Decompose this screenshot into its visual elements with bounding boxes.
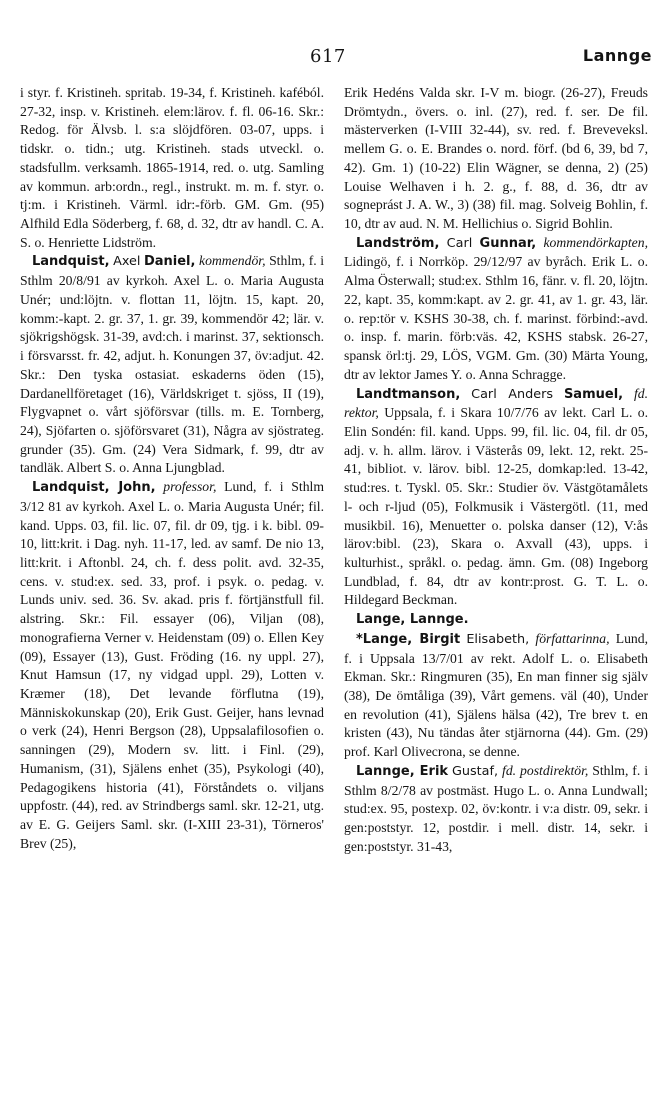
entry-given-name-bold: Gunnar, xyxy=(479,235,537,251)
page-number: 617 xyxy=(310,46,346,67)
entry-landquist-john xyxy=(20,478,324,853)
entry-given-name-bold: Samuel, xyxy=(563,386,624,402)
entry-body: Sthlm, f. i Sthlm 20/8/91 av kyrkoh. Axel L. o. Maria Augusta Unér; und:löjtn. v. flottan 11, löjtn. 15, kapt. 20, komm:-kapt. 2. gr. 37, 1. gr. 39, kommendör 42; lär. v. sjökrigshögsk. 31-39, avd:ch. i marinst. 37, sektionsch. i försvarsst. fr. 42, adjut. h. Konungen 37, öv:adjut. 42. Skr.: Den tyska ostasiat. eskaderns öden (15), Dardanellföretaget (16), Världskriget t. sjöss, II (19), Flygvapnet o. vårt sjöförsvar (tills. m. E. Tornberg, 24), Sjöfarten o. sjöförsvaret (31), Några av sjöstrateg. grunder (35). Gm. (24) Vera Sidmark, f. 99, dtr av tandläk. Albert S. o. Anna Ljungblad. xyxy=(20,253,325,476)
entry-surname: *Lange, Birgit xyxy=(356,631,461,647)
entry-landstrom-gunnar xyxy=(344,234,648,385)
entry-surname: Landquist, John, xyxy=(32,480,156,496)
left-column xyxy=(20,84,324,853)
entry-surname: Lange, Lannge. xyxy=(356,612,469,628)
entry-given-name-bold: Daniel, xyxy=(143,254,196,270)
entry-surname: Landtmanson, xyxy=(356,386,461,402)
entry-lange-cross-reference xyxy=(344,610,648,630)
page-header xyxy=(20,46,652,70)
entry-landtmanson-samuel xyxy=(344,385,648,611)
entry-given-name: Axel xyxy=(113,254,141,270)
entry-body: Lund, f. i Uppsala 13/7/01 av rekt. Adolf L. o. Elisabeth Ekman. Skr.: Ringmuren (35), En man finner sig själv (38), De ömtåliga (39), Vårt gemens. väl (40), Under en revolution (41), Själens hälsa (42), Tre brev t. en kristen (43), Nu tändas åter stjärnorna (44). Gm. (29) prof. Karl Olivecrona, se denne. xyxy=(344,630,649,760)
entry-body: i styr. f. Kristineh. spritab. 19-34, f. Kristineh. kaféból. 27-32, insp. v. Kristineh. elem:lärov. f. fl. 06-16. Skr.: Redog. för Älvsb. l. s:a slöjdfören. 03-07, upps. i tidskr. o. tidn.; utg. Kristineh. stads utveckl. o. stadsfullm. verksamh. 1865-1914, red. o. utg. Samling av kommun. arb:ordn., regl., instrukt. m. m. f. styr. o. tj:m. i Kristineh. Värml. idr:-förb. GM. Gm. (95) Alfhild Edla Söderberg, f. 68, d. 32, dtr av handl. C. A. S. o. Henriette Lidström. xyxy=(20,85,324,250)
entry-title: fd. rektor, xyxy=(344,385,649,421)
entry-body: Lidingö, f. i Norrköp. 29/12/97 av byråch. Erik L. o. Alma Österwall; stud:ex. Sthlm 16, fänr. v. fl. 20, löjtn. 22, kapt. 35, komm:kapt. av 2. gr. 41, av 1. gr. 43, lär. o. rep:tör v. KSHS 30-38, ch. f. marinst. förbind:-avd. o. insp. f. marin. förb:väs. 42, KSHS stabsk. 26-27, spansk örl:tj. 29, LÖS, VGM. Gm. (30) Märta Young, dtr av lektor James Y. o. Anna Schragge. xyxy=(344,254,648,382)
continued-entry-text xyxy=(344,84,648,234)
entry-surname: Landquist, xyxy=(32,254,110,270)
entry-given-name: Gustaf, xyxy=(451,763,499,779)
entry-surname: Lannge, Erik xyxy=(356,763,449,779)
entry-lannge-erik xyxy=(344,762,648,857)
entry-given-name: Elisabeth, xyxy=(466,631,530,647)
continued-entry-text xyxy=(20,84,324,252)
entry-body: Erik Hedéns Valda skr. I-V m. biogr. (26-27), Freuds Drömtydn., övers. o. inl. (27), red. f. ser. De fil. mästerverken (I-VIII 32-44), sv. red. f. Breveveksl. mellem G. o. E. Brandes o. nord. förf. (bd 6, 39, bd 7, 42). Gm. 1) (10-22) Elin Wägner, se denna, 2) (25) Louise Welhaven i h. 2. g., f. 88, d. 36, dtr av sogneprást J. A. W., 3) (38) fil. mag. Solveig Bohlin, f. 10, dtr av aud. N. M. Hellichius o. Sigrid Bohlin. xyxy=(344,85,648,232)
entry-title: professor, xyxy=(163,479,217,495)
entry-landquist-axel-daniel xyxy=(20,252,324,478)
right-column xyxy=(344,84,648,856)
entry-title: kommendörkapten, xyxy=(543,234,648,250)
entry-body: Uppsala, f. i Skara 10/7/76 av lekt. Carl L. o. Elin Sondén: fil. kand. Upps. 99, fil. lic. 04, fil. dr 05, adj. v. h. allm. lärov. i Västerås 09, lekt. 12, rekt. 25-41, bibliot. v. lärov. bibl. 12-25, domkap:led. 13-42, stud:res. t. Tyskl. 05. Skr.: Studier öv. Västgötamålets l- och r-ljud (05), Folkmusik i Västergötl. (11, med musikbil. 16), Menuetter o. polska danser (12), V:ås lärov:bibl. (23), Skara o. Axvall (43), upps. i kulturhist., språkl. o. pedag. ämn. Gm. (08) Ingeborg Lundblad, f. 84, dtr av kontr:prost. G. T. L. o. Hildegard Beckman. xyxy=(344,405,649,608)
entry-surname: Landström, xyxy=(356,235,440,251)
entry-body: Sthlm, f. i Sthlm 8/2/78 av postmäst. Hugo L. o. Anna Lundwall; stud:ex. 95, postexp. 02, öv:kontr. i v:a distr. 09, sekr. i gen:poststyr. 12, postdir. i mell. distr. 14, sekr. i gen:poststyr. 31-43, xyxy=(344,762,648,854)
entry-body: Lund, f. i Sthlm 3/12 81 av kyrkoh. Axel L. o. Maria Augusta Unér; fil. kand. Upps. 03, fil. lic. 07, fil. dr 09, tjg. i k. bibl. 09-10, litt:krit. i Dag. nyh. 11-17, led. av samf. De nio 13, litt:krit. i Aftonbl. 24, ch. f. dess polit. avd. 32-35, cens. v. stud:ex. sed. 33, prof. i psyk. o. pedag. v. Lunds univ. sed. 36. Sv. akad. pris f. förtjänstfull fil. alstring. Skr.: Fil. essayer (06), Viljan (08), monografierna Verner v. Heidenstam (09) o. Ellen Key (09), Essayer (13), Gust. Fröding (16. ny uppl. 27), Knut Hamsun (17, ny vidgad uppl. 29), Lotten v. Kræmer (18), Det levande förflutna (19), Människokunskap (20), Erik Gust. Geijer, hans levnad o verk (24), Henri Bergson (28), Uppsalafilosofien o. sanningen (29), Modern sv. litt. i Finl. (29), Humanism, (31), Själens enhet (35), Psykologi (40), Pedagogikens historia (41), Förståndets o. viljans uppfostr. (44), red. av Strindbergs saml. skr. 12-21, utg. av E. G. Geijers Saml. skr. (I-XIII 23-31), Törneros' Brev (25), xyxy=(20,479,324,851)
entry-title: kommendör, xyxy=(199,253,266,269)
entry-lange-birgit xyxy=(344,630,648,762)
entry-title: författarinna, xyxy=(535,630,610,646)
entry-given-name: Carl Anders xyxy=(471,386,554,402)
entry-given-name: Carl xyxy=(446,235,473,251)
entry-title: fd. postdirektör, xyxy=(502,762,589,778)
running-head: Lannge xyxy=(582,46,652,65)
